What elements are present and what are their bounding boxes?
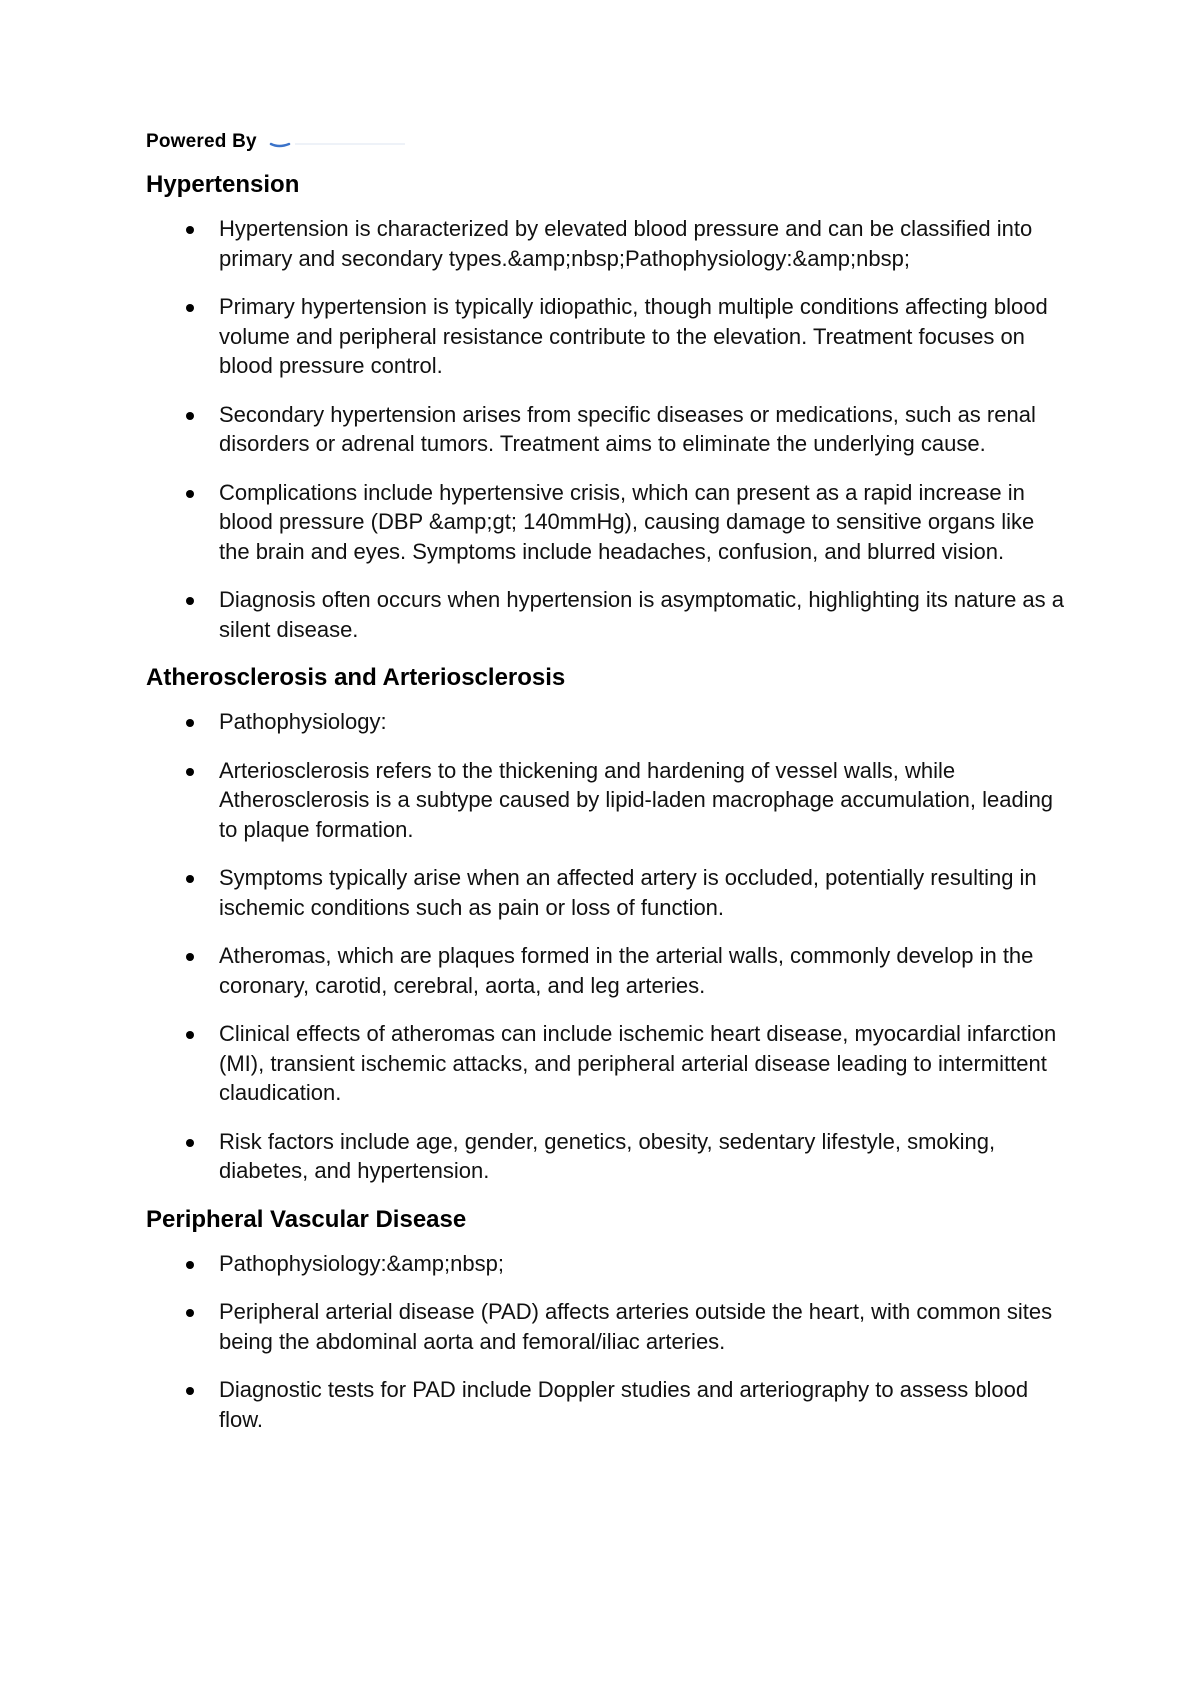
- bullet-icon: [186, 412, 194, 420]
- list-item: [146, 1297, 1066, 1356]
- list-item: [146, 756, 1066, 845]
- bullet-icon: [186, 1387, 194, 1395]
- bullet-icon: [186, 875, 194, 883]
- bullet-icon: [186, 226, 194, 234]
- list-item: [146, 1127, 1066, 1186]
- list-item-text: Atheromas, which are plaques formed in the arterial walls, commonly develop in the coronary, carotid, cerebral, aorta, and leg arteries.: [219, 943, 1034, 998]
- bullet-icon: [186, 1139, 194, 1147]
- list-item-text: Arteriosclerosis refers to the thickening and hardening of vessel walls, while Atherosclerosis is a subtype caused by lipid-laden macrophage accumulation, leading to plaque formation.: [219, 757, 1054, 842]
- list-item: [146, 1249, 1066, 1279]
- bullet-icon: [186, 304, 194, 312]
- bullet-list: [146, 707, 1066, 1186]
- list-item-text: Pathophysiology:: [219, 709, 387, 734]
- content-sections: [146, 170, 1066, 1434]
- brand-logo-icon: [269, 138, 409, 152]
- list-item: [146, 478, 1066, 567]
- list-item: [146, 585, 1066, 644]
- bullet-icon: [186, 719, 194, 727]
- bullet-icon: [186, 597, 194, 605]
- list-item-text: Primary hypertension is typically idiopathic, though multiple conditions affecting blood volume and peripheral resistance contribute to the elevation. Treatment focuses on blood pressure control.: [219, 294, 1048, 378]
- bullet-icon: [186, 1309, 194, 1317]
- document-page: [146, 128, 1066, 1453]
- list-item: [146, 1375, 1066, 1434]
- list-item-text: Secondary hypertension arises from specific diseases or medications, such as renal disorders or adrenal tumors. Treatment aims to eliminate the underlying cause.: [219, 401, 1036, 456]
- list-item-text: Pathophysiology:&amp;nbsp;: [219, 1250, 504, 1276]
- list-item: [146, 214, 1066, 273]
- list-item: [146, 941, 1066, 1000]
- powered-by-label: Powered By: [146, 131, 257, 152]
- bullet-icon: [186, 490, 194, 498]
- powered-by-header: [146, 128, 1066, 156]
- section-heading: Peripheral Vascular Disease: [146, 1205, 467, 1233]
- list-item-text: Peripheral arterial disease (PAD) affects arteries outside the heart, with common sites being the abdominal aorta and femoral/iliac arteries.: [219, 1299, 1053, 1354]
- list-item-text: Risk factors include age, gender, genetics, obesity, sedentary lifestyle, smoking, diabetes, and hypertension.: [219, 1128, 996, 1183]
- list-item: [146, 1019, 1066, 1108]
- bullet-icon: [186, 1261, 194, 1269]
- bullet-list: [146, 214, 1066, 644]
- list-item-text: Hypertension is characterized by elevated blood pressure and can be classified into primary and secondary types.&amp;nbsp;Pathophysiology:&amp;nbsp;: [219, 216, 1033, 271]
- bullet-icon: [186, 1031, 194, 1039]
- list-item-text: Diagnosis often occurs when hypertension is asymptomatic, highlighting its nature as a silent disease.: [219, 587, 1065, 642]
- bullet-icon: [186, 953, 194, 961]
- list-item-text: Clinical effects of atheromas can include ischemic heart disease, myocardial infarction (MI), transient ischemic attacks, and peripheral arterial disease leading to intermittent claudication.: [219, 1021, 1057, 1105]
- list-item-text: Symptoms typically arise when an affected artery is occluded, potentially resulting in ischemic conditions such as pain or loss of function.: [219, 865, 1037, 920]
- list-item-text: Diagnostic tests for PAD include Doppler studies and arteriography to assess blood flow.: [219, 1377, 1029, 1432]
- list-item: [146, 707, 1066, 737]
- bullet-icon: [186, 768, 194, 776]
- list-item-text: Complications include hypertensive crisis, which can present as a rapid increase in blood pressure (DBP &amp;gt; 140mmHg), causing damage to sensitive organs like the brain and eyes. Symptoms include headaches, confusion, and blurred vision.: [219, 479, 1035, 564]
- list-item: [146, 863, 1066, 922]
- list-item: [146, 292, 1066, 381]
- bullet-list: [146, 1249, 1066, 1435]
- list-item: [146, 400, 1066, 459]
- section-heading: Hypertension: [146, 171, 300, 198]
- section-heading: Atherosclerosis and Arteriosclerosis: [146, 664, 566, 691]
